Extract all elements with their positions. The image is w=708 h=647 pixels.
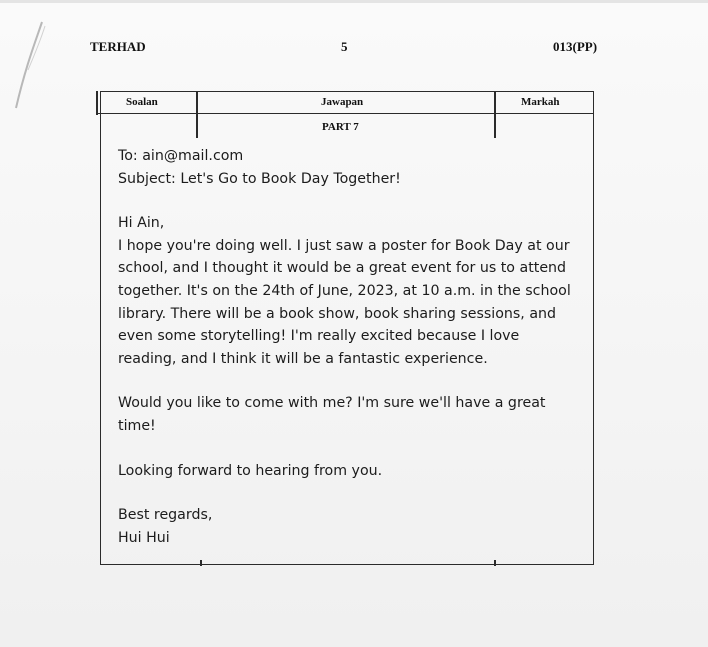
paper-code: 013(PP): [553, 39, 598, 54]
email-sign-off: Best regards,: [118, 507, 213, 524]
email-body-line: together. It's on the 24th of June, 2023, at 10 a.m. in the school: [118, 282, 571, 299]
email-greeting: Hi Ain,: [118, 215, 165, 232]
table-bottom-tick: [200, 560, 202, 566]
table-column-divider: [494, 91, 496, 138]
email-subject-line: Subject: Let's Go to Book Day Together!: [118, 170, 401, 187]
column-header-jawapan: Jawapan: [321, 96, 364, 108]
classification-label: TERHAD: [90, 39, 146, 54]
email-answer: [118, 145, 588, 549]
column-header-soalan: Soalan: [126, 96, 158, 108]
paper-fold-mark: [12, 20, 46, 110]
email-body-line: library. There will be a book show, book sharing sessions, and: [118, 305, 557, 322]
email-closing-line: Looking forward to hearing from you.: [118, 462, 383, 479]
table-column-divider: [196, 91, 198, 138]
table-left-border: [96, 91, 98, 115]
email-body-line: I hope you're doing well. I just saw a poster for Book Day at our: [118, 237, 570, 254]
email-signature: Hui Hui: [118, 529, 170, 546]
email-question-line: time!: [118, 417, 156, 434]
section-label: PART 7: [322, 121, 359, 133]
page-number: 5: [341, 39, 348, 54]
column-header-markah: Markah: [521, 96, 560, 108]
email-body-line: reading, and I think it will be a fantastic experience.: [118, 350, 488, 367]
email-body-line: even some storytelling! I'm really excited because I love: [118, 328, 520, 345]
page-top-edge: [0, 0, 708, 3]
email-body-line: school, and I thought it would be a great event for us to attend: [118, 260, 567, 277]
email-question-line: Would you like to come with me? I'm sure we'll have a great: [118, 395, 546, 412]
table-bottom-tick: [494, 560, 496, 566]
email-to-line: To: ain@mail.com: [118, 148, 244, 164]
